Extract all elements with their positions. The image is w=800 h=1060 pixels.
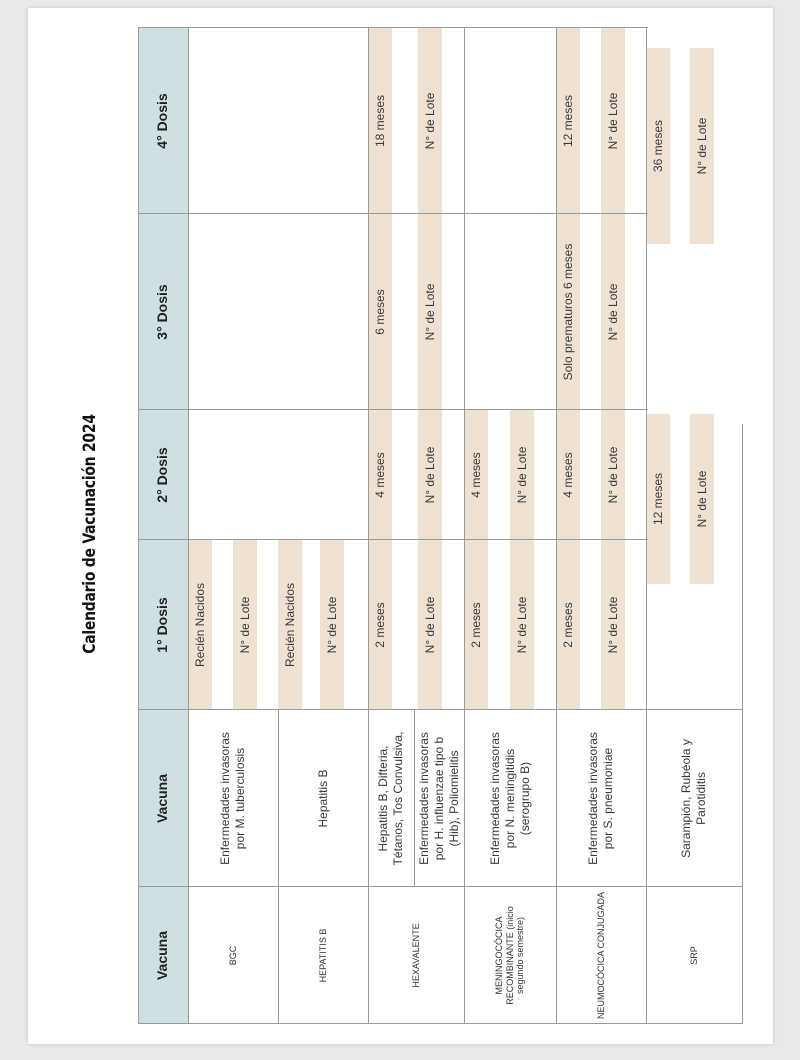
vaccine-name-hepatitis-b: HEPATITIS B [317,928,328,983]
srp-dose1-lote: N° de Lote [690,414,714,584]
hexa-dose3-time: 6 meses [368,214,392,410]
header-dosis-1: 1° Dosis [138,540,188,710]
disease-bgc: Enfermedades invasoras por M. tuberculosis [218,732,247,865]
meningo-dose2-time: 4 meses [464,410,488,540]
grid-line [138,709,742,710]
meningo-dose2-lote: N° de Lote [510,410,534,540]
grid-line [742,424,743,1024]
hepb-dose1-lote: N° de Lote [320,540,344,710]
disease-meningococica: Enfermedades invasoras por N. meningitidis (serogrupo B) [487,732,532,865]
header-dosis-3: 3° Dosis [138,214,188,410]
grid-line [278,710,279,1024]
grid-line [646,28,647,1024]
neumo-dose1-time: 2 meses [556,540,580,710]
grid-line [188,28,189,1024]
meningo-dose1-time: 2 meses [464,540,488,710]
grid-line [138,27,648,28]
page-title: Calendario de Vacunación 2024 [80,414,100,654]
srp-dose3-lote: N° de Lote [690,48,714,244]
grid-line [414,710,415,887]
neumo-dose2-lote: N° de Lote [601,410,625,540]
grid-line [138,28,139,1024]
hexa-dose3-lote: N° de Lote [418,214,442,410]
neumo-dose4-time: 12 meses [556,28,580,214]
document-sheet [28,8,773,1044]
disease-hepatitis-b: Hepatitis B [315,769,330,828]
hexa-dose1-lote: N° de Lote [418,540,442,710]
disease-hexavalente-b: Enfermedades invasoras por H. influenzae tipo b (Hib), Poliomielitis [416,732,461,865]
disease-srp: Sarampión, Rubéola y Parotiditis [679,739,708,858]
meningo-dose1-lote: N° de Lote [510,540,534,710]
vaccine-name-srp: SRP [688,946,699,965]
grid-line [138,539,648,540]
grid-line [368,28,369,1024]
grid-line [138,886,742,887]
hexa-dose4-time: 18 meses [368,28,392,214]
disease-hexavalente-a: Hepatitis B, Difteria, Tétanos, Tos Convulsiva, [376,731,405,866]
vaccine-name-bgc: BGC [227,945,238,966]
header-dosis-4: 4° Dosis [138,28,188,214]
hepb-dose1-time: Recién Nacidos [278,540,302,710]
grid-line [138,1023,742,1024]
bgc-dose1-lote: N° de Lote [233,540,257,710]
header-dosis-2: 2° Dosis [138,410,188,540]
header-vacuna-name: Vacuna [138,887,188,1024]
bgc-dose1-time: Recién Nacidos [188,540,212,710]
neumo-dose3-lote: N° de Lote [601,214,625,410]
disease-neumococica: Enfermedades invasoras por S. pneumoniae [586,732,615,865]
neumo-dose1-lote: N° de Lote [601,540,625,710]
hexa-dose4-lote: N° de Lote [418,28,442,214]
hexa-dose1-time: 2 meses [368,540,392,710]
vaccine-name-neumococica: NEUMOCÓCICA CONJUGADA [595,892,606,1020]
grid-line [138,213,648,214]
hexa-dose2-lote: N° de Lote [418,410,442,540]
neumo-dose2-time: 4 meses [556,410,580,540]
vaccine-name-meningococica: MENINGOCÓCICA RECOMBINANTE (inicio segundo semestre) [493,906,526,1005]
srp-dose3-time: 36 meses [646,48,670,244]
srp-dose1-time: 12 meses [646,414,670,584]
vaccination-table [28,24,773,1044]
grid-line [464,28,465,1024]
rotated-page [28,24,773,1044]
vaccine-name-hexavalente: HEXAVALENTE [410,923,421,988]
neumo-dose4-lote: N° de Lote [601,28,625,214]
grid-line [138,409,648,410]
grid-line [556,28,557,1024]
header-vacuna-disease: Vacuna [138,710,188,887]
neumo-dose3-time: Solo prematuros 6 meses [556,214,580,410]
hexa-dose2-time: 4 meses [368,410,392,540]
